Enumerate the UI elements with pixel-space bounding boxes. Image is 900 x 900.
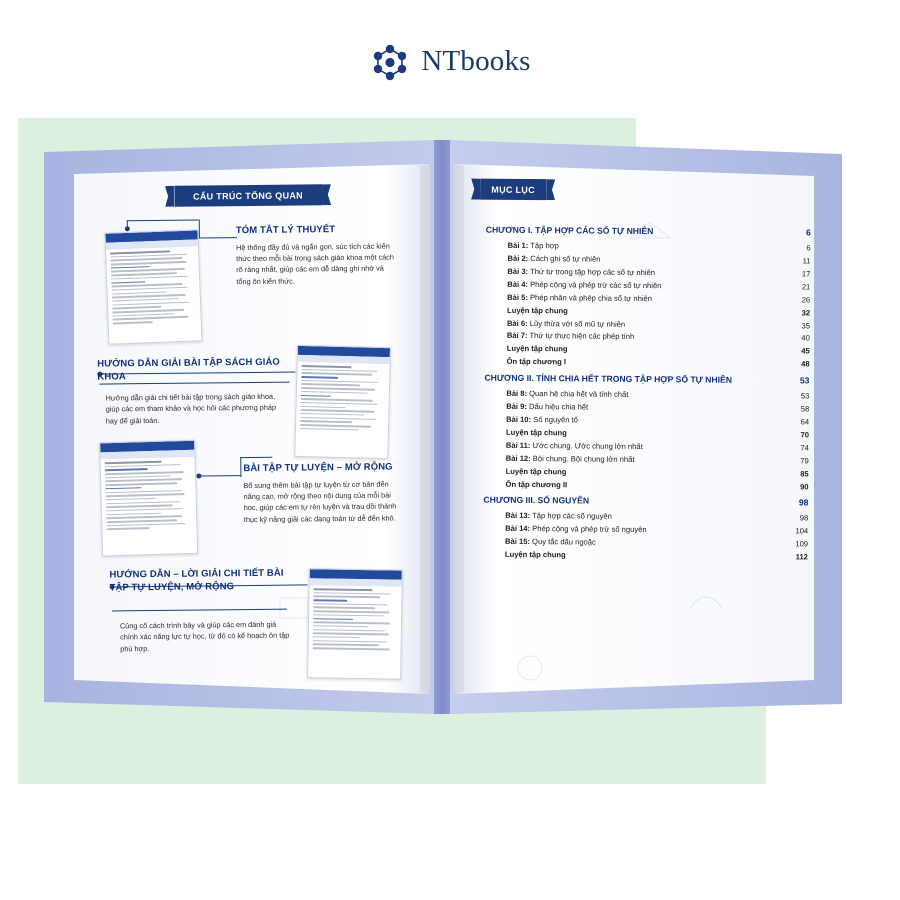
feature-1-title: TÓM TẮT LÝ THUYẾT (235, 224, 336, 237)
page-thumbnail-4 (307, 568, 403, 679)
toc-entry-row[interactable] (485, 280, 810, 290)
toc-chapter-label: CHƯƠNG II. TÍNH CHIA HẾT TRONG TẬP HỢP SỐ TỰ NHIÊN (484, 372, 732, 385)
toc-chapter-label: CHƯƠNG I. TẬP HỢP CÁC SỐ TỰ NHIÊN (485, 224, 654, 237)
toc-spacer (589, 504, 790, 506)
toc-entry-text: Cách ghi số tự nhiên (528, 253, 601, 264)
toc-entry-text: Dấu hiệu chia hết (526, 401, 589, 412)
toc-entry-row[interactable] (485, 267, 810, 277)
toc-spacer (732, 383, 792, 384)
thumbnail-body (106, 246, 201, 329)
toc-spacer (567, 435, 791, 437)
toc-entry-page: 32 (801, 307, 811, 317)
toc-entry-text: Tập hợp (528, 240, 559, 250)
thumbnail-body (101, 457, 197, 536)
page-thumbnail-1 (104, 229, 202, 344)
toc-spacer (567, 487, 790, 489)
brand-name: NTbooks (421, 44, 531, 77)
toc-entry-text: Phép cộng và phép trừ các số tự nhiên (527, 279, 662, 290)
toc-entry-text: Lũy thừa với số mũ tự nhiên (527, 318, 626, 329)
left-page-title: CẤU TRÚC TỔNG QUAN (192, 189, 303, 202)
toc-entry-row[interactable] (486, 254, 811, 264)
toc-entry-page: 112 (795, 552, 808, 562)
toc-entry-label: Luyện tập chung (506, 344, 568, 354)
toc-entry-text: Số nguyên tố (531, 414, 578, 425)
toc-entry-row[interactable] (483, 511, 808, 521)
feature-block-1 (236, 223, 397, 287)
toc-entry-row[interactable] (483, 524, 808, 534)
connector-vertical-3 (240, 457, 241, 477)
toc-spacer (634, 339, 792, 340)
toc-chapter-page: 6 (805, 227, 811, 238)
toc-entry-page: 26 (801, 294, 811, 304)
toc-entry-label: Bài 11: Ước chung. Ước chung lớn nhất (505, 440, 643, 451)
toc-spacer (652, 301, 792, 302)
toc-entry-label: Bài 1: Tập hợp (507, 240, 559, 250)
toc-entry-page: 35 (801, 320, 811, 330)
toc-entry-page: 98 (799, 513, 809, 523)
toc-entry-row[interactable] (484, 480, 809, 490)
toc-entry-page: 70 (800, 429, 810, 440)
toc-entry-page: 64 (800, 416, 810, 427)
toc-entry-label: Ôn tập chương I (506, 357, 567, 367)
toc-entry-row[interactable] (485, 345, 810, 355)
toc-chapter-row[interactable] (486, 226, 811, 237)
toc-entry-label: Luyện tập chung (505, 466, 567, 476)
toc-spacer (596, 544, 790, 546)
toc-entry-page: 21 (801, 281, 811, 292)
toc-chapter-row[interactable] (484, 374, 809, 385)
toc-entry-page: 6 (806, 243, 811, 253)
connector-vertical-1 (127, 220, 128, 228)
toc-spacer (653, 234, 792, 235)
feature-4-desc: Củng cố cách trình bày và giúp các em đánh giá chính xác năng lực tự học, từ đó có kế hoạch ôn tập phù hợp. (119, 619, 290, 653)
thumbnail-body (296, 362, 390, 437)
toc-spacer (625, 326, 792, 327)
toc-entry-row[interactable] (484, 454, 809, 464)
toc-entry-page: 90 (800, 481, 809, 491)
toc-spacer (643, 449, 791, 450)
toc-entry-text: Quy tắc dấu ngoặc (529, 536, 596, 547)
toc-spacer (655, 275, 792, 276)
right-page-title: MỤC LỤC (491, 184, 535, 195)
toc-spacer (634, 461, 790, 462)
toc-spacer (661, 288, 792, 289)
feature-3-desc: Bổ sung thêm bài tập tự luyện từ cơ bản đến nâng cao, mở rộng theo nội dung của mỗi bài học, giúp các em tự rèn luyện và trau dồi thành thục kỹ năng giải các dạng toán từ dễ đến khó. (243, 479, 397, 524)
toc-entry-page: 11 (802, 255, 811, 266)
toc-entry-label: Bài 4: Phép cộng và phép trừ các số tự nhiên (507, 279, 662, 290)
toc-entry-label: Bài 2: Cách ghi số tự nhiên (507, 253, 601, 264)
toc-entry-row[interactable] (485, 293, 810, 303)
toc-entry-row[interactable] (485, 358, 810, 368)
left-page-content (75, 183, 425, 687)
feature-block-3 (243, 461, 404, 525)
toc-spacer (567, 352, 791, 354)
molecule-logo-icon (369, 40, 411, 82)
toc-entry-label: Bài 15: Quy tắc dấu ngoặc (505, 536, 596, 547)
toc-entry-row[interactable] (485, 306, 810, 316)
page-thumbnail-2 (294, 345, 391, 459)
connector-horizontal-3b (240, 457, 272, 458)
right-page-title-ribbon (480, 179, 546, 201)
toc-entry-label: Bài 14: Phép cộng và phép trừ số nguyên (505, 523, 647, 534)
toc-entry-page: 17 (801, 268, 811, 279)
toc-entry-page: 74 (800, 442, 809, 453)
toc-spacer (566, 557, 790, 559)
toc-entry-label: Bài 9: Dấu hiệu chia hết (506, 401, 589, 412)
toc-entry-label: Luyện tập chung (505, 427, 567, 437)
toc-entry-row[interactable] (484, 389, 809, 399)
toc-entry-text: Tập hợp các số nguyên (530, 510, 612, 521)
toc-entry-label: Bài 3: Thứ tự trong tập hợp các số tự nhiên (507, 266, 656, 277)
toc-entry-row[interactable] (484, 402, 809, 412)
toc-entry-page: 48 (801, 359, 810, 369)
toc-entry-row[interactable] (484, 415, 809, 425)
toc-spacer (566, 365, 792, 367)
toc-spacer (566, 474, 790, 476)
toc-entry-label: Bài 7: Thứ tự thực hiện các phép tính (506, 331, 635, 342)
toc-entry-page: 58 (800, 404, 810, 414)
toc-entry-page: 40 (801, 333, 810, 343)
table-of-contents (469, 226, 817, 561)
toc-entry-row[interactable] (484, 467, 809, 477)
toc-entry-row[interactable] (484, 428, 809, 438)
toc-chapter-label: CHƯƠNG III. SỐ NGUYÊN (483, 494, 590, 506)
toc-entry-page: 104 (795, 526, 809, 536)
toc-chapter-row[interactable] (483, 496, 808, 507)
feature-4-title: HƯỚNG DẪN – LỜI GIẢI CHI TIẾT BÀI TẬP TỰ LUYỆN, MỞ RỘNG (109, 567, 284, 594)
toc-entry-label: Bài 13: Tập hợp các số nguyên (505, 510, 612, 521)
right-page-content (468, 179, 817, 692)
toc-entry-page: 85 (800, 468, 809, 478)
toc-spacer (568, 313, 792, 315)
feature-block-2-desc (106, 387, 286, 427)
toc-entry-text: Phép nhân và phép chia số tự nhiên (527, 292, 653, 303)
toc-entry-label: Bài 6: Lũy thừa với số mũ tự nhiên (506, 318, 626, 329)
toc-entry-label: Bài 5: Phép nhân và phép chia số tự nhiên (507, 292, 653, 303)
toc-entry-label: Bài 8: Quan hệ chia hết và tính chất (506, 388, 629, 399)
toc-entry-text: Thứ tự thực hiện các phép tính (527, 331, 635, 342)
toc-entry-page: 45 (801, 346, 810, 356)
toc-entry-row[interactable] (484, 441, 809, 451)
feature-2-title: HƯỚNG DẪN GIẢI BÀI TẬP SÁCH GIÁO KHOA (97, 356, 280, 383)
toc-spacer (628, 397, 791, 398)
page-thumbnail-3 (99, 440, 198, 557)
toc-entry-text: Quan hệ chia hết và tính chất (527, 388, 629, 399)
toc-spacer (600, 261, 792, 263)
toc-spacer (578, 422, 791, 424)
toc-entry-row[interactable] (483, 537, 808, 547)
feature-1-desc: Hệ thống đầy đủ và ngắn gọn, súc tích các kiến thức theo mỗi bài trong sách giáo khoa một cách rõ ràng nhất, giúp các em dễ dàng ghi nhớ và tổng ôn kiến thức. (235, 241, 395, 286)
toc-entry-page: 53 (800, 391, 810, 401)
toc-entry-label: Bài 12: Bội chung. Bội chung lớn nhất (505, 453, 635, 464)
feature-block-2 (97, 357, 297, 385)
brand-header (0, 34, 900, 88)
toc-entry-text: Ước chung. Ước chung lớn nhất (530, 440, 643, 451)
toc-entry-label: Bài 10: Số nguyên tố (506, 414, 578, 425)
toc-entry-row[interactable] (485, 332, 810, 342)
feature-block-4 (109, 568, 294, 596)
toc-entry-page: 79 (800, 455, 809, 466)
thumbnail-body (309, 585, 402, 655)
toc-spacer (588, 409, 791, 411)
toc-entry-row[interactable] (486, 241, 811, 251)
toc-spacer (559, 248, 793, 250)
toc-entry-text: Phép cộng và phép trừ số nguyên (530, 523, 647, 534)
underline-feature-4 (112, 609, 287, 612)
connector-vertical-1b (199, 220, 200, 238)
feature-2-desc: Hướng dẫn giải chi tiết bài tập trong sách giáo khoa, giúp các em tham khảo và học hỏi các phương pháp hay để giải toán. (105, 391, 277, 426)
toc-entry-text: Bội chung. Bội chung lớn nhất (530, 453, 635, 464)
toc-chapter-page: 98 (798, 497, 809, 508)
toc-entry-label: Luyện tập chung (504, 549, 566, 560)
toc-entry-text: Thứ tự trong tập hợp các số tự nhiên (528, 266, 656, 277)
left-page-title-ribbon (174, 184, 322, 207)
toc-entry-label: Ôn tập chương II (505, 479, 568, 489)
connector-horizontal-3 (198, 475, 240, 476)
connector-horizontal-1b (199, 237, 237, 238)
feature-block-4-desc (120, 615, 296, 655)
toc-entry-page: 109 (795, 539, 809, 549)
connector-horizontal-1 (127, 220, 199, 222)
toc-entry-row[interactable] (485, 319, 810, 329)
toc-spacer (612, 518, 790, 520)
toc-entry-row[interactable] (483, 550, 808, 560)
toc-chapter-page: 53 (799, 375, 810, 386)
toc-entry-label: Luyện tập chung (507, 305, 568, 315)
toc-spacer (647, 532, 791, 533)
feature-3-title: BÀI TẬP TỰ LUYỆN – MỞ RỘNG (243, 461, 393, 475)
